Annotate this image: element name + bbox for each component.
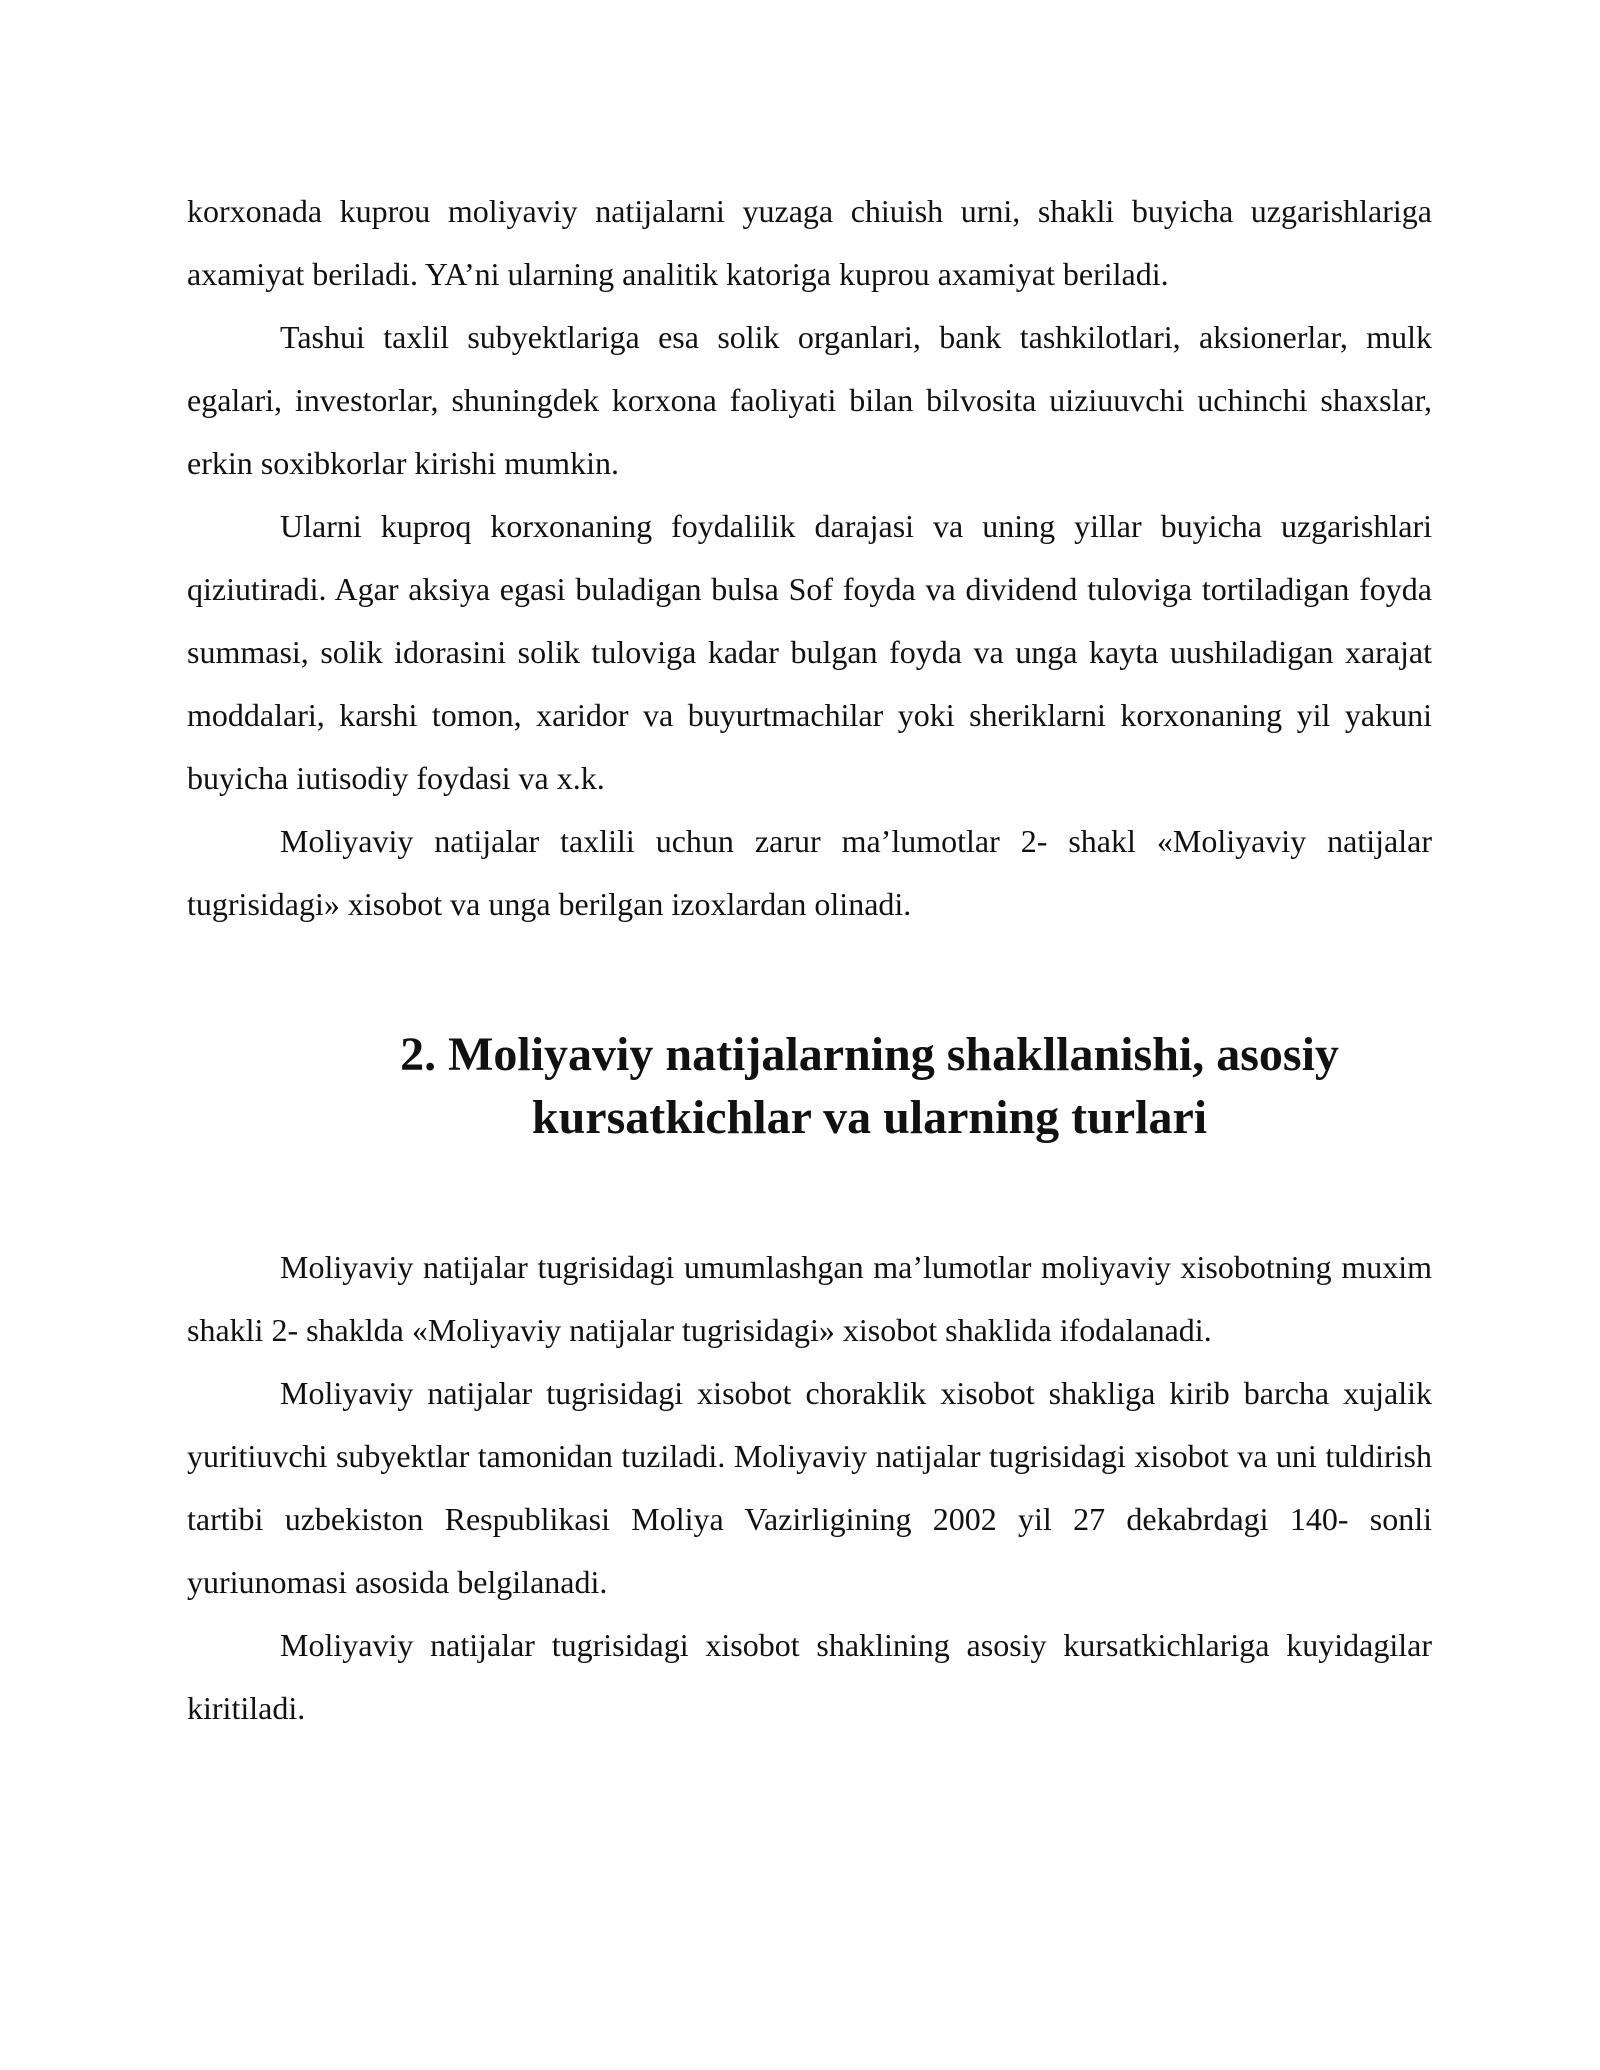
paragraph-continuation: korxonada kuprou moliyaviy natijalarni yuzaga chiuish urni, shakli buyicha uzgarishlariga axamiyat beriladi. YA’ni ularning analitik katoriga kuprou axamiyat beriladi. [187, 193, 1432, 292]
document-page [187, 180, 1432, 1740]
paragraph-external-subjects: Tashui taxlil subyektlariga esa solik organlari, bank tashkilotlari, aksionerlar, mulk egalari, investorlar, shuningdek korxona faoliyati bilan bilvosita uiziuuvchi uchinchi shaxslar, erkin soxibkorlar kirishi mumkin. [187, 319, 1432, 481]
paragraph-interests: Ularni kuproq korxonaning foydalilik darajasi va uning yillar buyicha uzgarishlari qiziutiradi. Agar aksiya egasi buladigan bulsa Sof foyda va dividend tuloviga tortiladigan foyda summasi, solik idorasini solik tuloviga kadar bulgan foyda va unga kayta uushiladigan xarajat moddalari, karshi tomon, xaridor va buyurtmachilar yoki sheriklarni korxonaning yil yakuni buyicha iutisodiy foydasi va x.k. [187, 508, 1432, 796]
paragraph-main-indicators: Moliyaviy natijalar tugrisidagi xisobot shaklining asosiy kursatkichlariga kuyidagilar kiritiladi. [187, 1627, 1432, 1726]
paragraph-summary-form: Moliyaviy natijalar tugrisidagi umumlashgan ma’lumotlar moliyaviy xisobotning muxim shakli 2- shaklda «Moliyaviy natijalar tugrisidagi» xisobot shaklida ifodalanadi. [187, 1249, 1432, 1348]
paragraph-data-sources: Moliyaviy natijalar taxlili uchun zarur ma’lumotlar 2- shakl «Moliyaviy natijalar tugrisidagi» xisobot va unga berilgan izoxlardan olinadi. [187, 823, 1432, 922]
section-heading: 2. Moliyaviy natijalarning shakllanishi, asosiy kursatkichlar va ularning turlari [400, 1028, 1339, 1144]
paragraph-quarterly-report: Moliyaviy natijalar tugrisidagi xisobot choraklik xisobot shakliga kirib barcha xujalik yuritiuvchi subyektlar tamonidan tuziladi. Moliyaviy natijalar tugrisidagi xisobot va uni tuldirish tartibi uzbekiston Respublikasi Moliya Vazirligining 2002 yil 27 dekabrdagi 140- sonli yuriunomasi asosida belgilanadi. [187, 1375, 1432, 1600]
